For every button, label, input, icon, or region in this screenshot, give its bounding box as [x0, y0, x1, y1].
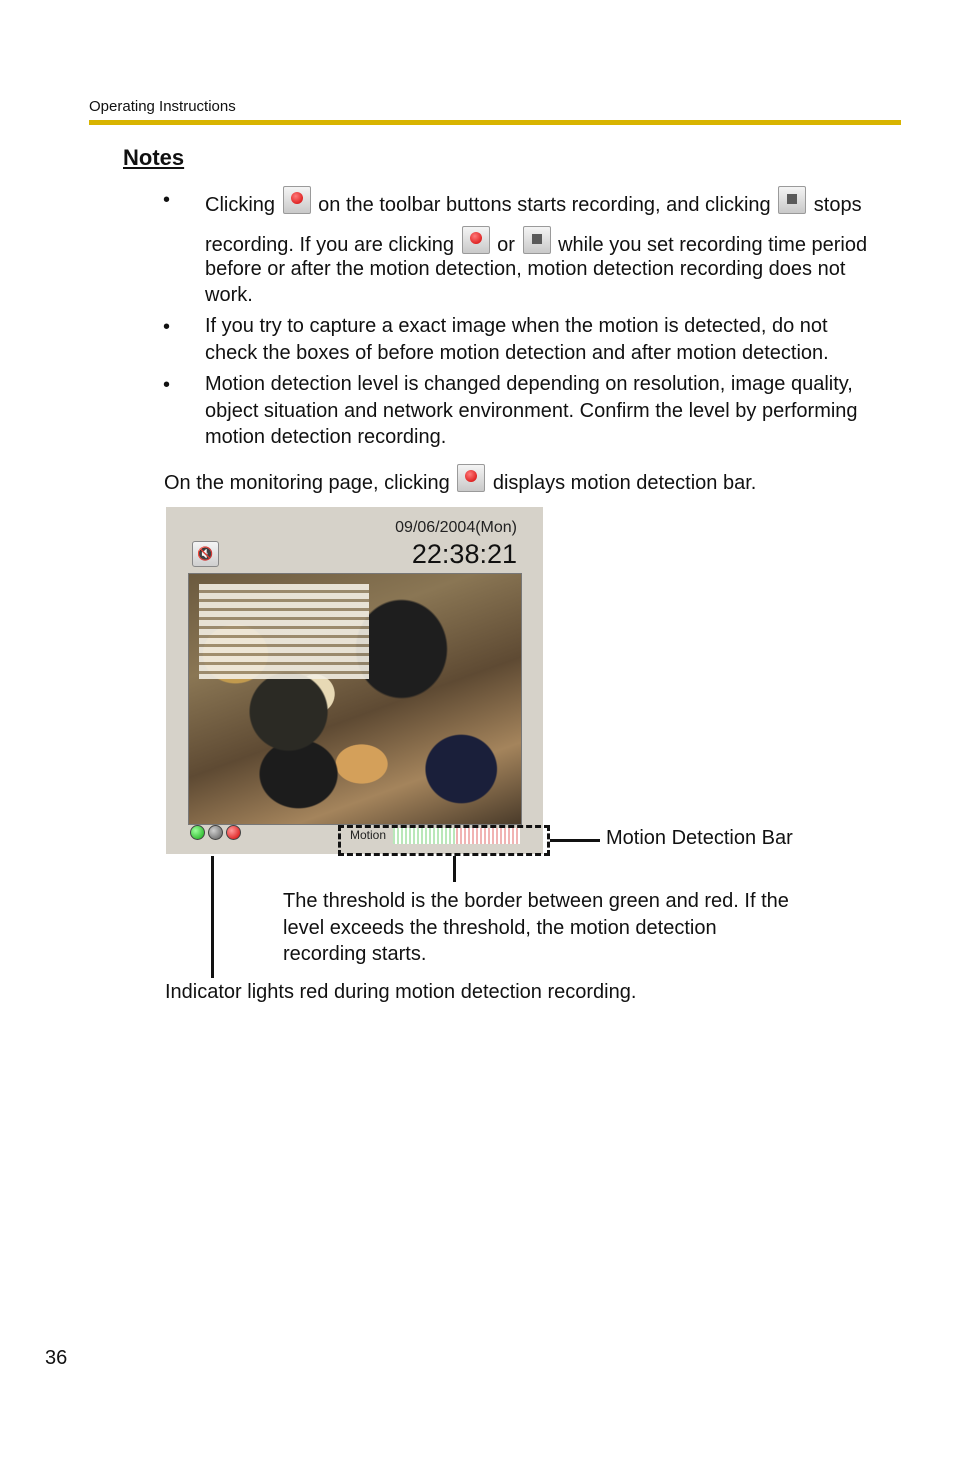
bullet-1-text-a: Clicking [205, 194, 276, 216]
record-icon [462, 226, 490, 254]
callout-line-motion-bar [550, 839, 600, 842]
callout-threshold-line-2: level exceeds the threshold, the motion detection [283, 917, 717, 939]
bullet-1-line-1 [205, 186, 905, 219]
lead-sentence [164, 464, 756, 495]
bullet-1-text-c: stops [813, 194, 862, 216]
monitoring-screenshot [166, 507, 543, 854]
notes-title: Notes [123, 145, 185, 170]
bullet-1-line-2 [205, 226, 910, 259]
bullet-1-text-b: on the toolbar buttons starts recording, and clicking [318, 194, 771, 216]
bullet-1-line-3: before or after the motion detection, motion detection recording does not [205, 258, 846, 280]
callout-indicator: Indicator lights red during motion detection recording. [165, 981, 637, 1003]
gray-indicator-icon [208, 825, 223, 840]
green-indicator-icon [190, 825, 205, 840]
camera-image [188, 573, 522, 825]
bullet-1-text-d: recording. If you are clicking [205, 234, 455, 256]
bullet-1-text-f: while you set recording time period [558, 234, 868, 256]
header-rule [89, 120, 901, 125]
record-icon [283, 186, 311, 214]
page-number: 36 [45, 1347, 68, 1369]
callout-line-threshold [453, 856, 456, 882]
window-blinds [199, 584, 369, 679]
callout-threshold-line-3: recording starts. [283, 943, 427, 965]
screenshot-date: 09/06/2004(Mon) [395, 519, 517, 536]
stop-icon [778, 186, 806, 214]
bullet-marker: • [163, 189, 171, 211]
bullet-3-line-2: object situation and network environment. Confirm the level by performing [205, 400, 858, 422]
lead-text-before: On the monitoring page, clicking [164, 472, 450, 494]
bullet-1-text-e: or [497, 234, 515, 256]
lead-text-after: displays motion detection bar. [492, 472, 757, 494]
bullet-marker: • [163, 374, 171, 396]
bullet-2-line-1: If you try to capture a exact image when the motion is detected, do not [205, 315, 828, 337]
bullet-3-line-3: motion detection recording. [205, 426, 447, 448]
bullet-3-line-1: Motion detection level is changed depending on resolution, image quality, [205, 373, 853, 395]
motion-bar-label: Motion [350, 828, 387, 842]
callout-threshold-line-1: The threshold is the border between green and red. If the [283, 890, 789, 912]
stop-icon [523, 226, 551, 254]
screenshot-time: 22:38:21 [411, 539, 517, 569]
mute-speaker-icon[interactable]: 🔇 [192, 541, 219, 567]
bullet-2-line-2: check the boxes of before motion detection and after motion detection. [205, 342, 829, 364]
motion-bar-highlight [338, 825, 550, 856]
record-icon [457, 464, 485, 492]
bullet-1-line-4: work. [205, 284, 253, 306]
callout-line-indicator [211, 856, 214, 978]
callout-motion-bar: Motion Detection Bar [606, 827, 793, 849]
running-header: Operating Instructions [89, 98, 236, 115]
bullet-marker: • [163, 316, 171, 338]
red-indicator-icon [226, 825, 241, 840]
